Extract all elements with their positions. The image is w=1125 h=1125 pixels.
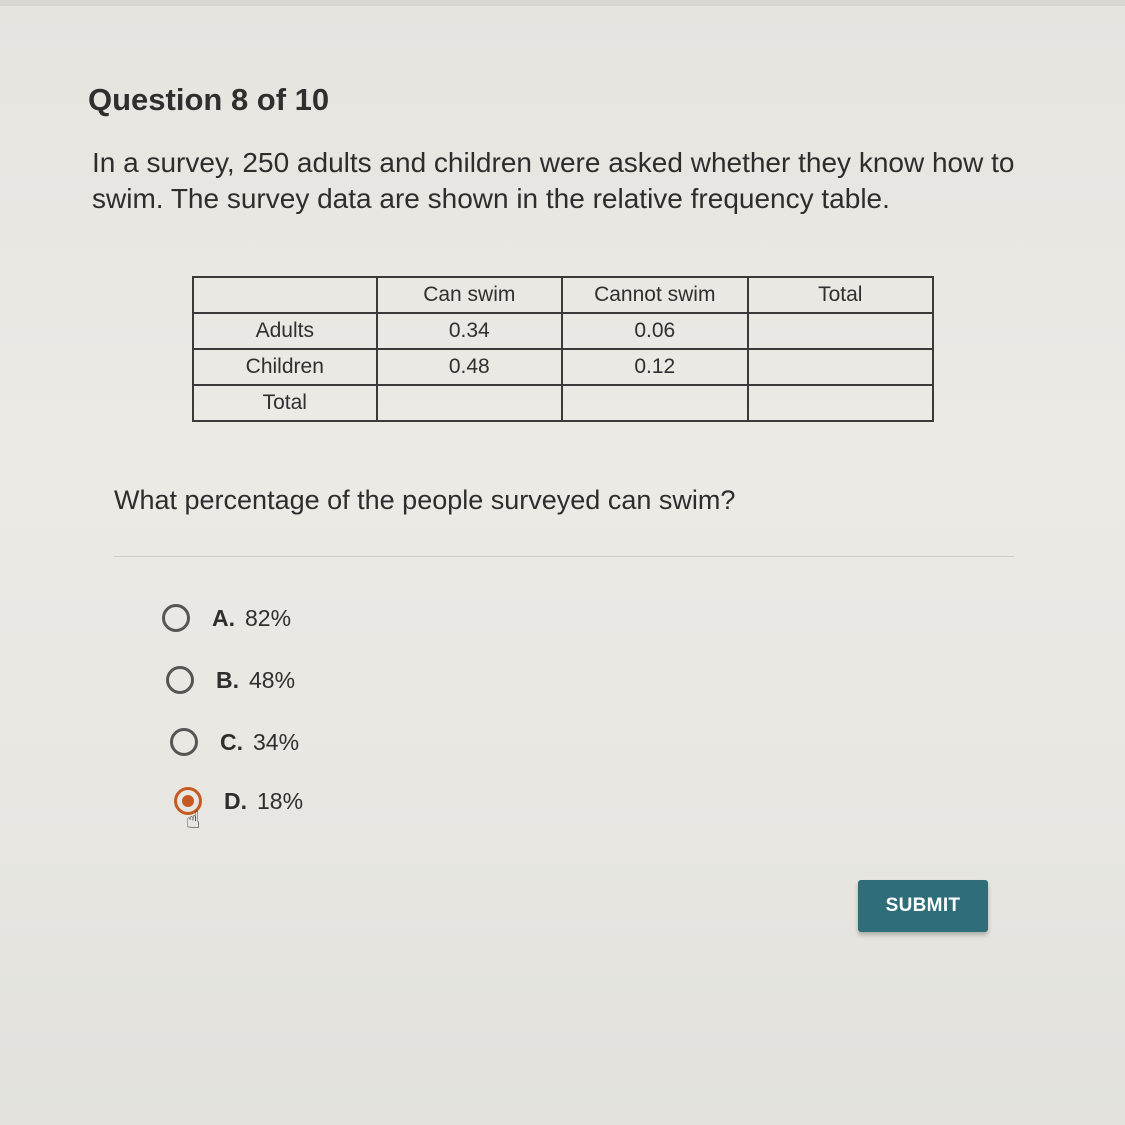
table-cell [748, 313, 933, 349]
table-header-cell: Cannot swim [562, 277, 748, 313]
table-row-label: Total [193, 385, 377, 421]
question-prompt: What percentage of the people surveyed can swim? [114, 485, 736, 515]
question-header: Question 8 of 10 [88, 82, 330, 117]
option-d-text: 18% [257, 787, 304, 814]
table-cell [748, 385, 933, 421]
option-a-letter: A. [212, 604, 235, 631]
table-row-label: Children [193, 349, 377, 385]
table-row [193, 313, 933, 349]
option-c-radio[interactable] [170, 728, 198, 756]
table-cell: 0.34 [377, 313, 562, 349]
table-row-label: Adults [193, 313, 377, 349]
top-rule [0, 0, 1125, 6]
table-row [193, 385, 933, 421]
divider [114, 556, 1014, 557]
table-cell [562, 385, 748, 421]
table-cell [748, 349, 933, 385]
option-a[interactable] [162, 604, 291, 632]
option-b[interactable] [166, 666, 295, 694]
option-a-text: 82% [245, 604, 292, 631]
table-row [193, 349, 933, 385]
option-b-letter: B. [216, 666, 239, 693]
table-cell: 0.12 [562, 349, 748, 385]
table-cell [377, 385, 562, 421]
option-c-text: 34% [253, 728, 300, 755]
table-header-cell: Can swim [377, 277, 562, 313]
option-a-radio[interactable] [162, 604, 190, 632]
option-b-text: 48% [249, 666, 296, 693]
table-header-cell: Total [748, 277, 933, 313]
option-c[interactable] [170, 728, 299, 756]
option-b-radio[interactable] [166, 666, 194, 694]
option-c-letter: C. [220, 728, 243, 755]
question-text: In a survey, 250 adults and children were asked whether they know how to swim. The survey data are shown in the relative frequency table. [92, 147, 1015, 214]
submit-button[interactable]: SUBMIT [858, 880, 988, 932]
table-header-cell [193, 277, 377, 313]
table-header-row [193, 277, 933, 313]
table-cell: 0.48 [377, 349, 562, 385]
option-d-letter: D. [224, 787, 247, 814]
relative-frequency-table [192, 276, 934, 422]
hand-pointer-icon: ☝ [186, 807, 201, 834]
table-cell: 0.06 [562, 313, 748, 349]
